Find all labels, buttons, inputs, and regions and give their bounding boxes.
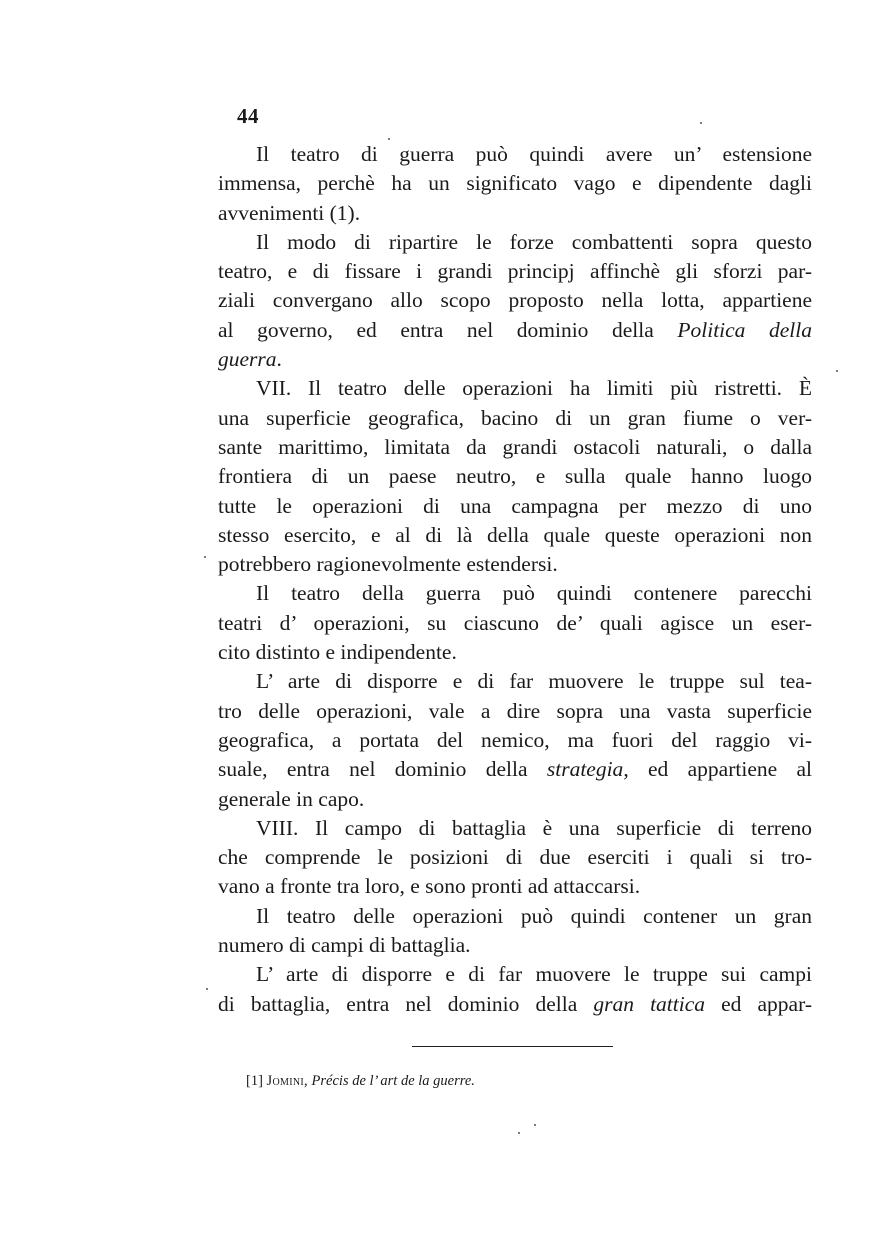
text-run: L’ arte di disporre e di far muovere le truppe sui campi <box>256 962 812 987</box>
text-run: al governo, ed entra nel dominio della <box>218 317 678 342</box>
text-run: Il teatro di guerra può quindi avere un’ estensione <box>256 142 812 166</box>
text-line <box>218 550 812 579</box>
text-run: . <box>276 347 282 372</box>
text-line <box>218 492 812 521</box>
text-line <box>218 726 812 755</box>
text-run: , ed appartiene al <box>623 757 812 782</box>
text-line <box>218 960 812 989</box>
text-line <box>218 345 812 374</box>
text-line <box>218 990 812 1019</box>
text-line <box>218 521 812 550</box>
text-line <box>218 199 812 228</box>
italic-text: strategia <box>546 757 624 782</box>
text-run: sante marittimo, limitata da grandi ostacoli naturali, o dalla <box>218 434 812 459</box>
text-line <box>218 872 812 901</box>
text-run: avvenimenti (1). <box>218 200 361 225</box>
text-line <box>218 609 812 638</box>
text-line <box>218 316 812 345</box>
print-speck <box>206 988 208 990</box>
text-run: VII. Il teatro delle operazioni ha limiti più ristretti. È <box>256 376 812 401</box>
text-run: numero di campi di battaglia. <box>218 933 471 958</box>
text-run: potrebbero ragionevolmente estendersi. <box>218 552 558 577</box>
print-speck <box>836 370 838 372</box>
text-run: vano a fronte tra loro, e sono pronti ad attaccarsi. <box>218 874 641 899</box>
text-line <box>218 667 812 696</box>
text-line <box>218 404 812 433</box>
print-speck <box>388 138 390 140</box>
text-line <box>218 579 812 608</box>
footnote-title: Précis de l’ art de la guerre. <box>311 1073 475 1089</box>
italic-text: Politica della <box>677 317 812 342</box>
text-run: ziali convergano allo scopo proposto nella lotta, appartiene <box>218 288 812 313</box>
text-run: tutte le operazioni di una campagna per mezzo di uno <box>218 493 812 518</box>
text-run: di battaglia, entra nel dominio della <box>218 991 594 1016</box>
text-line <box>218 374 812 403</box>
italic-text: guerra <box>218 347 277 372</box>
italic-text: gran tattica <box>593 991 706 1016</box>
print-speck <box>534 1124 536 1126</box>
text-run: geografica, a portata del nemico, ma fuori del raggio vi- <box>218 727 812 752</box>
text-line <box>218 638 812 667</box>
text-run: Il teatro della guerra può quindi contenere parecchi <box>256 581 812 606</box>
text-run: VIII. Il campo di battaglia è una superficie di terreno <box>256 815 812 840</box>
footnote-divider <box>412 1046 613 1047</box>
footnote-marker: [1] <box>246 1073 263 1089</box>
print-speck <box>518 1132 520 1134</box>
text-run: tro delle operazioni, vale a dire sopra una vasta superficie <box>218 698 812 723</box>
text-run: stesso esercito, e al di là della quale queste operazioni non <box>218 522 812 547</box>
text-line <box>218 931 812 960</box>
page-number: 44 <box>237 104 259 128</box>
text-run: Il teatro delle operazioni può quindi contener un gran <box>256 903 812 928</box>
text-line <box>218 697 812 726</box>
text-run: teatro, e di fissare i grandi principj affinchè gli sforzi par- <box>218 259 812 284</box>
text-run: teatri d’ operazioni, su ciascuno de’ quali agisce un eser- <box>218 610 812 635</box>
text-line <box>218 140 812 169</box>
text-line <box>218 843 812 872</box>
text-run: suale, entra nel dominio della <box>218 757 547 782</box>
text-run: che comprende le posizioni di due eserciti i quali si tro- <box>218 845 812 870</box>
footnote <box>246 1073 475 1090</box>
text-line <box>218 257 812 286</box>
text-line <box>218 902 812 931</box>
text-line <box>218 228 812 257</box>
body-text <box>218 140 812 1019</box>
text-line <box>218 785 812 814</box>
text-run: frontiera di un paese neutro, e sulla quale hanno luogo <box>218 464 812 489</box>
text-run: immensa, perchè ha un significato vago e dipendente dagli <box>218 171 812 196</box>
text-line <box>218 433 812 462</box>
text-run: L’ arte di disporre e di far muovere le truppe sul tea- <box>256 669 812 694</box>
text-line <box>218 462 812 491</box>
text-line <box>218 755 812 784</box>
text-run: ed appar- <box>705 991 812 1016</box>
footnote-author: Jomini, <box>266 1073 308 1089</box>
text-run: generale in capo. <box>218 786 365 811</box>
text-line <box>218 286 812 315</box>
text-run: Il modo di ripartire le forze combattenti sopra questo <box>256 229 812 254</box>
text-line <box>218 814 812 843</box>
print-speck <box>700 122 702 124</box>
text-line <box>218 169 812 198</box>
text-run: cito distinto e indipendente. <box>218 640 457 665</box>
text-run: una superficie geografica, bacino di un gran fiume o ver- <box>218 405 812 430</box>
print-speck <box>204 556 206 558</box>
